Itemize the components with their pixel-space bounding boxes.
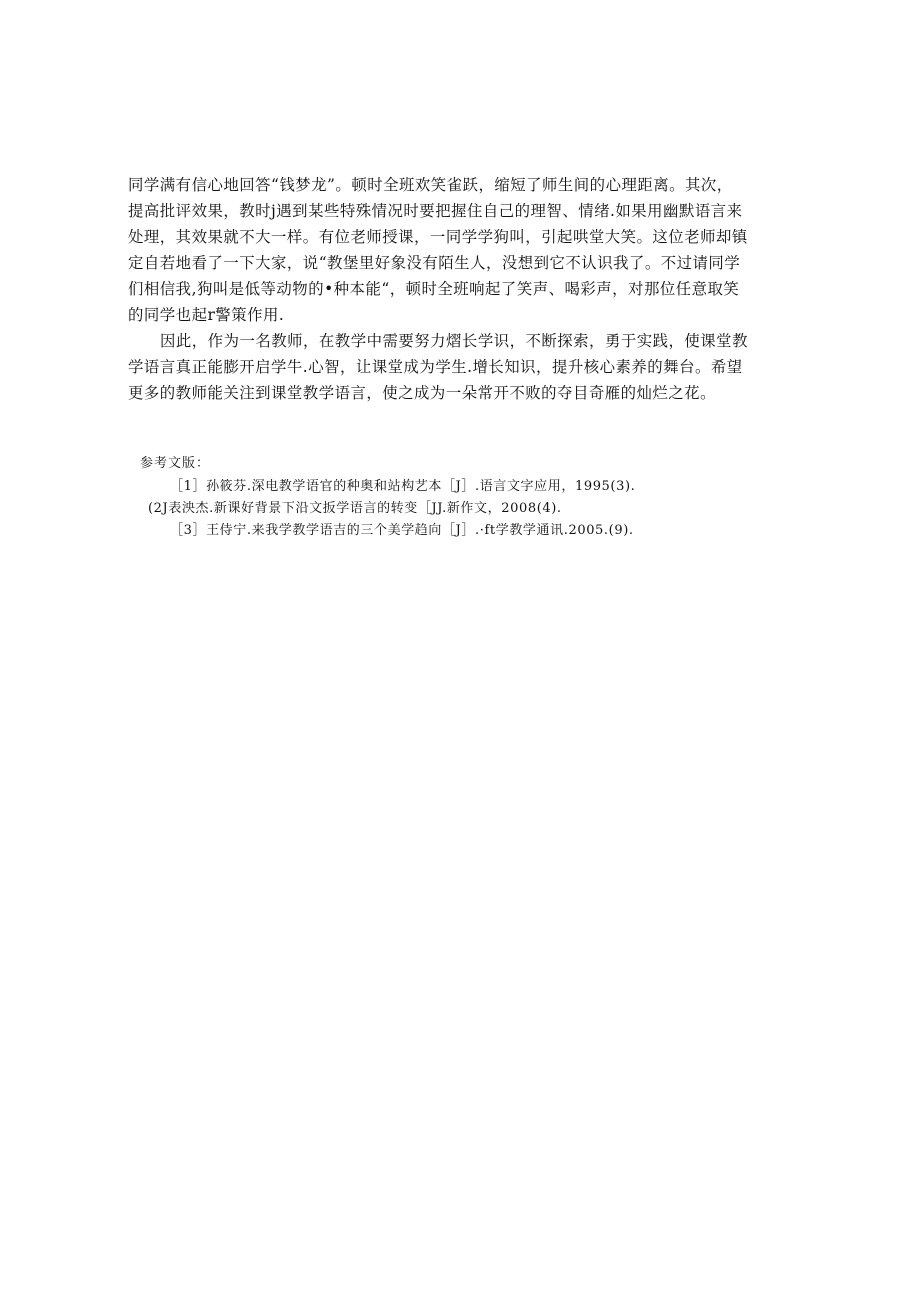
references-section [140, 454, 780, 542]
paragraph-line: 因此，作为一名教师，在教学中需要努力熠长学识，不断探索，勇于实践，使课堂教 [160, 332, 748, 350]
reference-item: ［1］孙筱芬.深电教学语官的种奥和站构艺本［J］.语言文字应用，1995(3). [170, 479, 636, 494]
body-text [128, 172, 804, 406]
paragraph-line: 学语言真正能膨开启学牛.心智，让课堂成为学生.增长知识，提升核心素养的舞台。希望 [128, 358, 743, 376]
paragraph-1 [128, 172, 804, 328]
paragraph-line: 同学满有信心地回答“钱梦龙”。顿时全班欢笑雀跃，缩短了师生间的心理距离。其次， [128, 176, 733, 194]
paragraph-2 [128, 328, 804, 406]
paragraph-line: 处理，其效果就不大一样。有位老师授课，一同学学狗叫，引起哄堂大笑。这位老师却镇 [128, 228, 748, 246]
paragraph-line: 们相信我,狗叫是低等动物的•种本能“，顿时全班响起了笑声、喝彩声，对那位任意取笑 [128, 280, 740, 298]
paragraph-line: 提高批评效果，教时j遇到某些特殊情况时要把握住自己的理智、情绪.如果用幽默语言来 [128, 202, 743, 220]
paragraph-line: 更多的教师能关注到课堂教学语言，使之成为一朵常开不败的夺目奇雁的灿烂之花。 [128, 384, 716, 402]
reference-item: ［3］王侍宁.来我学教学语吉的三个美学趋向［J］.·ft学教学通讯.2005.(9). [170, 523, 634, 538]
references-heading: 参考文版： [140, 456, 211, 471]
paragraph-line: 的同学也起r警策作用. [128, 306, 285, 324]
paragraph-line: 定自若地看了一下大家，说“教堡里好象没有陌生人，没想到它不认识我了。不过请同学 [128, 254, 741, 272]
reference-item: (2J表泱杰.新课好背景下沿文扳学语言的转变［JJ.新作文，2008(4). [148, 501, 562, 516]
